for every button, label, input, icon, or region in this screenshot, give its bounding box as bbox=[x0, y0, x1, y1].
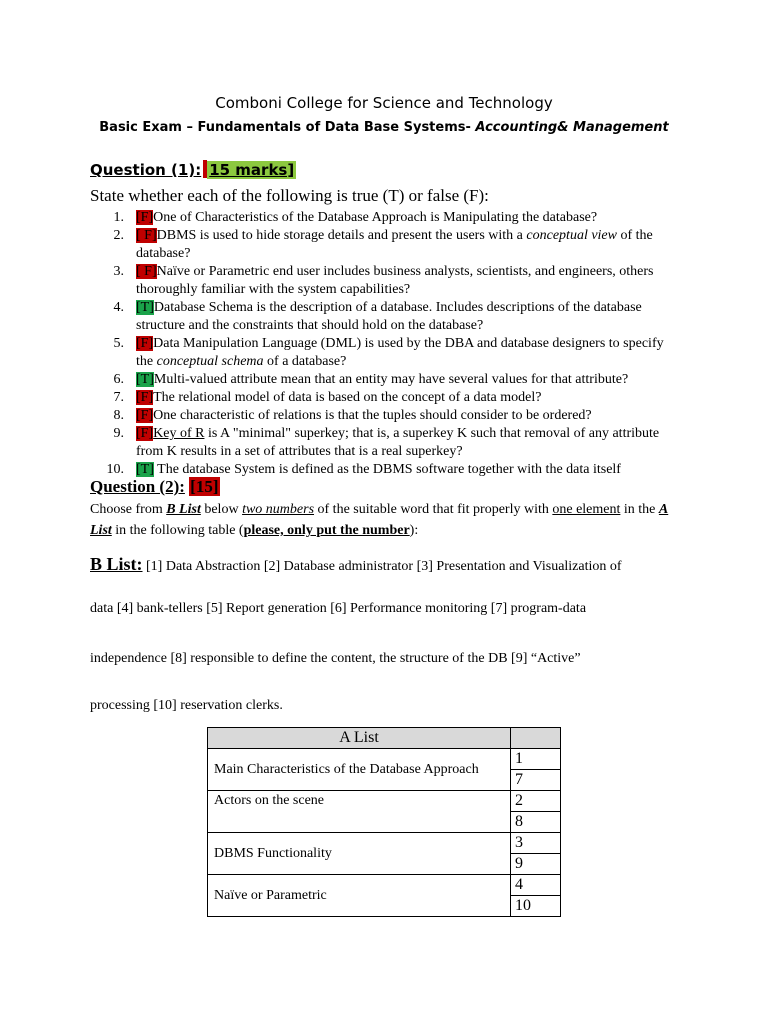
blist-line-2: data [4] bank-tellers [5] Report generation [6] Performance monitoring [7] program-data bbox=[90, 601, 587, 616]
tf-item bbox=[90, 227, 680, 263]
a-list-item: Actors on the scene bbox=[208, 791, 511, 833]
answer-cell[interactable]: 1 bbox=[511, 749, 561, 770]
tf-item-number: 3. bbox=[113, 264, 124, 279]
tf-item bbox=[90, 371, 680, 389]
tf-statement-tail: of a database? bbox=[263, 354, 347, 369]
a-list-table bbox=[207, 727, 561, 917]
tf-statement: DBMS is used to hide storage details and present the users with a bbox=[156, 228, 527, 243]
a-list-header: A List bbox=[208, 728, 511, 749]
instr-text: of the suitable word that fit properly with bbox=[314, 502, 553, 517]
question-1-label: Question (1): bbox=[90, 161, 202, 179]
tf-statement-tail: of the database? bbox=[136, 228, 653, 261]
instr-text: in the bbox=[620, 502, 659, 517]
tf-item bbox=[90, 335, 680, 371]
tf-item-number: 10. bbox=[106, 462, 124, 477]
question-1-heading bbox=[90, 160, 296, 179]
tf-answer[interactable]: [T] bbox=[136, 300, 154, 315]
blist-line-4: processing [10] reservation clerks. bbox=[90, 698, 283, 713]
answer-cell[interactable]: 9 bbox=[511, 854, 561, 875]
tf-statement: The database System is defined as the DBMS software together with the data itself bbox=[153, 462, 621, 477]
tf-item bbox=[90, 389, 680, 407]
tf-answer[interactable]: [ F] bbox=[136, 228, 157, 243]
tf-answer[interactable]: [F] bbox=[136, 336, 154, 351]
tf-emphasis: conceptual view bbox=[526, 228, 617, 243]
blist-text: [1] Data Abstraction [2] Database administrator [3] Presentation and Visualization of bbox=[142, 559, 622, 574]
tf-item-number: 1. bbox=[113, 210, 124, 225]
a-list-item: Naïve or Parametric bbox=[208, 875, 511, 917]
tf-statement: Data Manipulation Language (DML) is used by the DBA and database designers to specify the bbox=[136, 336, 664, 369]
a-list-item: DBMS Functionality bbox=[208, 833, 511, 875]
tf-statement: The relational model of data is based on the concept of a data model? bbox=[153, 390, 542, 405]
question-2-marks: [15] bbox=[190, 477, 219, 496]
tf-item-number: 4. bbox=[113, 300, 124, 315]
instr-alist: A List bbox=[90, 502, 669, 538]
tf-item-number: 2. bbox=[113, 228, 124, 243]
answer-cell[interactable]: 2 bbox=[511, 791, 561, 812]
exam-subtitle-text: Basic Exam – Fundamentals of Data Base Systems- bbox=[99, 120, 476, 135]
tf-answer[interactable]: [F] bbox=[136, 426, 154, 441]
tf-item bbox=[90, 263, 680, 299]
tf-answer[interactable]: [T] bbox=[136, 462, 154, 477]
exam-subtitle bbox=[0, 120, 768, 135]
a-list-item: Main Characteristics of the Database Approach bbox=[208, 749, 511, 791]
instr-one-element: one element bbox=[552, 502, 621, 517]
question-1-marks: 15 marks] bbox=[209, 161, 295, 179]
tf-item-number: 8. bbox=[113, 408, 124, 423]
tf-emphasis: conceptual schema bbox=[156, 354, 264, 369]
tf-answer[interactable]: [F] bbox=[136, 408, 154, 423]
a-list-header-blank bbox=[511, 728, 561, 749]
tf-answer[interactable]: [F] bbox=[136, 210, 154, 225]
tf-underlined: Key of R bbox=[153, 426, 205, 441]
tf-item-number: 7. bbox=[113, 390, 124, 405]
instr-text: in the following table ( bbox=[111, 523, 244, 538]
blist-line-1 bbox=[90, 554, 690, 575]
blist-label: B List: bbox=[90, 554, 143, 574]
instr-blist: B List bbox=[166, 502, 201, 517]
answer-cell[interactable]: 3 bbox=[511, 833, 561, 854]
tf-item-number: 9. bbox=[113, 426, 124, 441]
tf-answer[interactable]: [T] bbox=[136, 372, 154, 387]
tf-answer[interactable]: [ F] bbox=[136, 264, 157, 279]
instr-text: ): bbox=[409, 523, 419, 538]
answer-cell[interactable]: 4 bbox=[511, 875, 561, 896]
instr-note: please, only put the number bbox=[243, 523, 410, 538]
instr-text: Choose from bbox=[90, 502, 167, 517]
tf-item-number: 5. bbox=[113, 336, 124, 351]
question-2-instructions bbox=[90, 499, 690, 541]
answer-cell[interactable]: 8 bbox=[511, 812, 561, 833]
tf-item bbox=[90, 425, 680, 461]
exam-subtitle-italic: Accounting& Management bbox=[475, 120, 669, 135]
tf-statement: Database Schema is the description of a database. Includes descriptions of the database structure and the constraints that should hold on the database? bbox=[136, 300, 642, 333]
tf-answer[interactable]: [F] bbox=[136, 390, 154, 405]
tf-statement-tail: is A "minimal" superkey; that is, a superkey K such that removal of any attribute from K results in a set of attributes that is a real superkey? bbox=[136, 426, 660, 459]
tf-statement: One of Characteristics of the Database Approach is Manipulating the database? bbox=[153, 210, 598, 225]
tf-statement: Multi-valued attribute mean that an entity may have several values for that attribute? bbox=[153, 372, 629, 387]
tf-item bbox=[90, 209, 680, 227]
answer-cell[interactable]: 10 bbox=[511, 896, 561, 917]
tf-item bbox=[90, 299, 680, 335]
tf-statement: Naïve or Parametric end user includes business analysts, scientists, and engineers, others thoroughly familiar with the system capabilities? bbox=[136, 264, 654, 297]
college-title: Comboni College for Science and Technology bbox=[215, 94, 553, 112]
question-2-heading bbox=[90, 477, 220, 497]
answer-cell[interactable]: 7 bbox=[511, 770, 561, 791]
instr-text: below bbox=[200, 502, 243, 517]
tf-item bbox=[90, 407, 680, 425]
tf-item-number: 6. bbox=[113, 372, 124, 387]
tf-statement: One characteristic of relations is that the tuples should consider to be ordered? bbox=[153, 408, 592, 423]
instr-two-numbers: two numbers bbox=[242, 502, 315, 517]
true-false-list bbox=[90, 209, 680, 479]
question-1-intro: State whether each of the following is true (T) or false (F): bbox=[90, 186, 489, 205]
blist-line-3: independence [8] responsible to define the content, the structure of the DB [9] “Active” bbox=[90, 651, 581, 666]
question-2-label: Question (2): bbox=[90, 477, 185, 496]
